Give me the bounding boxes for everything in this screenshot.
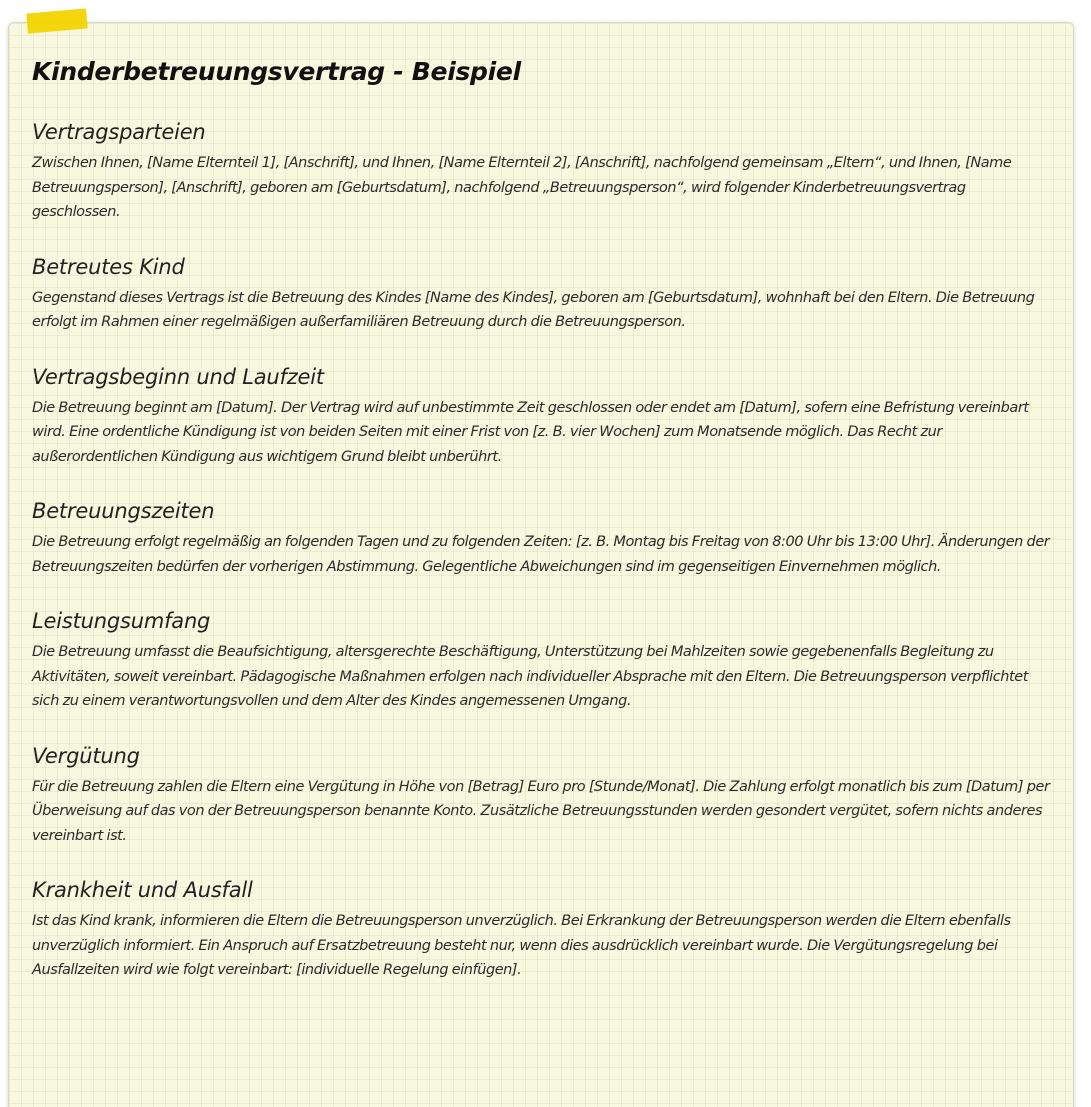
section-vertragsparteien: [32, 120, 1051, 225]
section-betreuungszeiten: [32, 499, 1051, 579]
document-title: Kinderbetreuungsvertrag - Beispiel: [32, 57, 521, 86]
section-heading: Betreuungszeiten: [32, 499, 215, 523]
note-card: [8, 22, 1074, 1107]
section-krankheit: [32, 878, 1051, 983]
section-heading: Betreutes Kind: [32, 254, 185, 279]
section-text: Die Betreuung beginnt am [Datum]. Der Vertrag wird auf unbestimmte Zeit geschlossen oder endet am [Datum], sofern eine Befristung vereinbart wird. Eine ordentliche Kündigung ist von beiden Seiten mit einer Frist von [z. B. vier Wochen] zum Monatsende möglich. Das Recht zur außerordentlichen Kündigung aus wichtigem Grund bleibt unberührt.: [32, 399, 1029, 465]
section-text: Die Betreuung erfolgt regelmäßig an folgenden Tagen und zu folgenden Zeiten: [z. B. Montag bis Freitag von 8:00 Uhr bis 13:00 Uhr]. Änderungen der Betreuungszeiten bedürfen der vorherigen Abstimmung. Gelegentliche Abweichungen sind im gegenseitigen Einvernehmen möglich.: [32, 534, 1050, 575]
section-text: Zwischen Ihnen, [Name Elternteil 1], [Anschrift], und Ihnen, [Name Elternteil 2], [Anschrift], nachfolgend gemeinsam „Eltern“, und Ihnen, [Name Betreuungsperson], [Anschrift], geboren am [Geburtsdatum], nachfolgend „Betreuungsperson“, wird folgender Kinderbetreuungsvertrag geschlossen.: [32, 155, 1012, 220]
section-text: Die Betreuung umfasst die Beaufsichtigung, altersgerechte Beschäftigung, Unterstützung bei Mahlzeiten sowie gegebenenfalls Begleitung zu Aktivitäten, soweit vereinbart. Pädagogische Maßnahmen erfolgen nach individueller Absprache mit den Eltern. Die Betreuungsperson verpflichtet sich zu einem verantwortungsvollen und dem Alter des Kindes angemessenen Umgang.: [32, 644, 1028, 709]
section-heading: Krankheit und Ausfall: [32, 878, 253, 902]
section-text: Gegenstand dieses Vertrags ist die Betreuung des Kindes [Name des Kindes], geboren am [Geburtsdatum], wohnhaft bei den Eltern. Die Betreuung erfolgt im Rahmen einer regelmäßigen außerfamiliären Betreuung durch die Betreuungsperson.: [32, 289, 1035, 330]
section-verguetung: [32, 744, 1051, 849]
section-heading: Vergütung: [32, 743, 140, 768]
section-leistungsumfang: [32, 609, 1051, 714]
section-heading: Vertragsparteien: [32, 120, 206, 144]
section-text: Ist das Kind krank, informieren die Eltern die Betreuungsperson unverzüglich. Bei Erkrankung der Betreuungsperson werden die Eltern ebenfalls unverzüglich informiert. Ein Anspruch auf Ersatzbetreuung besteht nur, wenn dies ausdrücklich vereinbart wurde. Die Vergütungsregelung bei Ausfallzeiten wird wie folgt vereinbart: [individuelle Regelung einfügen].: [32, 913, 1011, 978]
section-heading: Leistungsumfang: [32, 609, 211, 633]
section-betreutes-kind: [32, 255, 1051, 335]
section-text: Für die Betreuung zahlen die Eltern eine Vergütung in Höhe von [Betrag] Euro pro [Stunde/Monat]. Die Zahlung erfolgt monatlich bis zum [Datum] per Überweisung auf das von der Betreuungsperson benannte Konto. Zusätzliche Betreuungsstunden werden gesondert vergütet, sofern nichts anderes vereinbart ist.: [32, 778, 1050, 844]
section-vertragsbeginn: [32, 365, 1051, 470]
section-heading: Vertragsbeginn und Laufzeit: [32, 364, 324, 389]
